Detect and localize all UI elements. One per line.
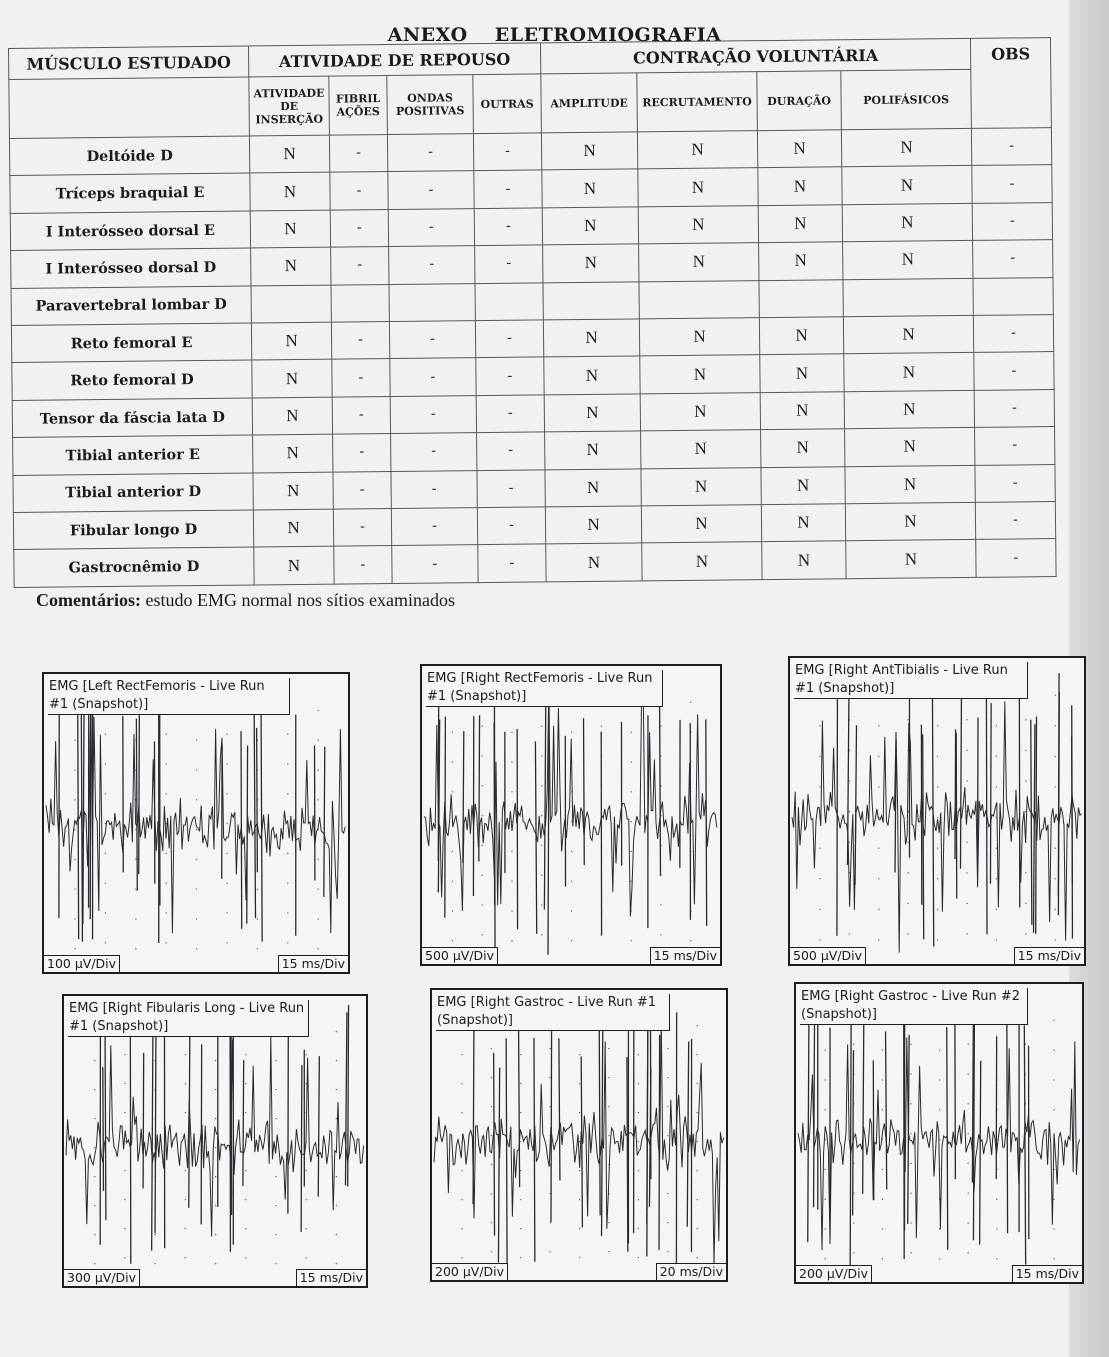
result-cell: N (758, 167, 842, 205)
result-cell: N (761, 504, 845, 542)
result-cell: - (473, 133, 541, 171)
result-cell: - (975, 502, 1055, 540)
result-cell: - (973, 315, 1053, 353)
result-cell: - (477, 470, 545, 508)
time-scale: 20 ms/Div (656, 1263, 726, 1280)
amplitude-scale: 500 µV/Div (422, 947, 498, 964)
result-cell: N (844, 353, 974, 392)
result-cell: N (253, 472, 333, 510)
header-polyphasic: POLIFÁSICOS (841, 69, 972, 129)
result-cell: N (250, 210, 330, 248)
result-cell: N (762, 541, 846, 579)
time-scale: 15 ms/Div (278, 955, 348, 972)
result-cell: - (390, 395, 476, 433)
result-cell: - (329, 135, 387, 173)
result-cell: N (761, 429, 845, 467)
result-cell: - (333, 434, 391, 472)
time-scale: 15 ms/Div (1014, 947, 1084, 964)
result-cell: - (476, 357, 544, 395)
result-cell: - (330, 209, 388, 247)
result-cell (331, 284, 389, 322)
result-cell: - (390, 358, 476, 396)
emg-panel-left-rectfemoris (42, 672, 350, 974)
header-muscle: MÚSCULO ESTUDADO (9, 46, 249, 80)
time-scale: 15 ms/Div (650, 947, 720, 964)
result-cell: N (843, 315, 973, 354)
result-cell: N (842, 203, 972, 242)
result-cell: N (641, 430, 761, 469)
header-others: OUTRAS (473, 74, 542, 134)
emg-panel-right-fibularis (62, 994, 368, 1288)
result-cell: N (841, 128, 971, 167)
result-cell: - (334, 546, 392, 584)
result-cell: - (331, 322, 389, 360)
result-cell: N (640, 392, 760, 431)
result-cell: N (842, 166, 972, 205)
result-cell: - (389, 246, 475, 284)
header-recruitment: RECRUTAMENTO (637, 72, 758, 132)
result-cell: N (250, 173, 330, 211)
result-cell: N (542, 207, 638, 245)
panel-title: EMG [Left RectFemoris - Live Run #1 (Snapshot)] (48, 678, 290, 715)
muscle-name: I Interósseo dorsal D (11, 248, 251, 288)
result-cell: - (974, 389, 1054, 427)
amplitude-scale: 200 µV/Div (432, 1263, 508, 1280)
result-cell: N (637, 131, 757, 170)
result-cell: - (976, 539, 1056, 577)
result-cell: N (845, 465, 975, 504)
panel-title: EMG [Right Gastroc - Live Run #2 (Snapshot)] (800, 988, 1028, 1025)
time-scale: 15 ms/Div (1012, 1265, 1082, 1282)
result-cell: - (477, 432, 545, 470)
emg-panel-right-rectfemoris (420, 664, 722, 966)
header-blank (9, 77, 250, 139)
muscle-name: Reto femoral D (12, 360, 252, 400)
panel-title: EMG [Right RectFemoris - Live Run #1 (Snapshot)] (426, 670, 663, 707)
result-cell: N (760, 354, 844, 392)
panel-title: EMG [Right Fibularis Long - Live Run #1 (Snapshot)] (68, 1000, 309, 1037)
header-fibrillations: FIBRIL AÇÕES (329, 76, 388, 136)
muscle-name: Tibial anterior D (13, 473, 253, 513)
result-cell: N (545, 469, 641, 507)
panel-title: EMG [Right AntTibialis - Live Run #1 (Snapshot)] (794, 662, 1028, 699)
result-cell (475, 283, 543, 321)
emg-trace (422, 666, 720, 964)
result-cell: - (475, 320, 543, 358)
result-cell: N (251, 247, 331, 285)
result-cell (389, 283, 475, 321)
result-cell: N (641, 467, 761, 506)
result-cell: N (641, 505, 761, 544)
result-cell: N (844, 390, 974, 429)
result-cell: - (392, 545, 478, 583)
muscle-name: Tensor da fáscia lata D (12, 398, 252, 438)
emg-trace (432, 990, 726, 1280)
result-cell (543, 282, 639, 320)
result-cell: - (475, 245, 543, 283)
result-cell: - (333, 509, 391, 547)
result-cell: - (333, 471, 391, 509)
result-cell: N (254, 547, 334, 585)
muscle-name: Tríceps braquial E (10, 173, 250, 213)
result-cell: N (638, 205, 758, 244)
result-cell: N (541, 132, 637, 170)
comments-text: estudo EMG normal nos sítios examinados (145, 590, 455, 610)
result-cell: - (975, 464, 1055, 502)
amplitude-scale: 100 µV/Div (44, 955, 120, 972)
result-cell: N (760, 392, 844, 430)
result-cell: - (474, 208, 542, 246)
result-cell: N (546, 543, 642, 582)
result-cell: N (642, 542, 762, 581)
result-cell: - (478, 544, 546, 582)
title-prefix: ANEXO (387, 24, 468, 46)
result-cell: N (845, 428, 975, 467)
result-cell: N (757, 130, 841, 168)
header-positive-waves: ONDAS POSITIVAS (387, 75, 474, 135)
result-cell: - (975, 427, 1055, 465)
amplitude-scale: 300 µV/Div (64, 1269, 140, 1286)
result-cell: - (391, 508, 477, 546)
result-cell: N (544, 394, 640, 432)
result-cell: N (249, 135, 329, 173)
header-amplitude: AMPLITUDE (541, 73, 638, 133)
result-cell: - (973, 240, 1053, 278)
result-cell (639, 280, 759, 319)
muscle-name: Gastrocnêmio D (14, 547, 254, 587)
panel-title: EMG [Right Gastroc - Live Run #1 (Snapshot)] (436, 994, 670, 1031)
result-cell (843, 278, 973, 317)
emg-trace (64, 996, 366, 1286)
result-cell: - (330, 172, 388, 210)
result-cell: - (474, 170, 542, 208)
title-main: ELETROMIOGRAFIA (494, 24, 722, 46)
header-rest-activity: ATIVIDADE DE REPOUSO (248, 43, 540, 77)
amplitude-scale: 500 µV/Div (790, 947, 866, 964)
result-cell: N (759, 317, 843, 355)
result-cell: - (388, 208, 474, 246)
result-cell (759, 279, 843, 317)
result-cell: N (542, 169, 638, 207)
header-insertion: ATIVIDADE DE INSERÇÃO (249, 76, 330, 136)
result-cell: - (389, 321, 475, 359)
result-cell: N (843, 241, 973, 280)
result-cell: - (332, 359, 390, 397)
result-cell: N (758, 205, 842, 243)
result-cell: N (639, 243, 759, 282)
result-cell: - (391, 433, 477, 471)
emg-panel-right-gastroc-1 (430, 988, 728, 1282)
result-cell: - (477, 507, 545, 545)
result-cell: N (253, 509, 333, 547)
result-cell: - (971, 128, 1051, 166)
result-cell: N (639, 318, 759, 357)
result-cell: - (332, 396, 390, 434)
emg-trace (796, 984, 1082, 1282)
emg-results-table (8, 37, 1057, 588)
muscle-name: I Interósseo dorsal E (10, 211, 250, 251)
comments-label: Comentários: (36, 590, 141, 610)
emg-panel-right-anttibialis (788, 656, 1086, 966)
result-cell: - (974, 352, 1054, 390)
emg-panel-right-gastroc-2 (794, 982, 1084, 1284)
result-cell: - (388, 171, 474, 209)
header-voluntary-contraction: CONTRAÇÃO VOLUNTÁRIA (540, 38, 970, 74)
result-cell: N (640, 355, 760, 394)
comments (36, 590, 455, 611)
result-cell (251, 285, 331, 323)
emg-trace (790, 658, 1084, 964)
muscle-name: Deltóide D (9, 136, 249, 176)
result-cell: N (544, 356, 640, 394)
result-cell: N (251, 322, 331, 360)
header-obs: OBS (970, 38, 1051, 129)
result-cell: - (391, 470, 477, 508)
result-cell: - (476, 395, 544, 433)
result-cell: - (331, 247, 389, 285)
header-duration: DURAÇÃO (757, 71, 842, 131)
result-cell: N (545, 431, 641, 469)
result-cell: N (638, 168, 758, 207)
result-cell: - (972, 202, 1052, 240)
result-cell: N (545, 506, 641, 544)
result-cell: N (761, 466, 845, 504)
muscle-name: Fibular longo D (13, 510, 253, 550)
result-cell: N (543, 244, 639, 282)
result-cell: N (252, 397, 332, 435)
result-cell: N (846, 540, 976, 579)
result-cell: N (759, 242, 843, 280)
muscle-name: Paravertebral lombar D (11, 286, 251, 326)
amplitude-scale: 200 µV/Div (796, 1265, 872, 1282)
result-cell: N (252, 360, 332, 398)
result-cell: N (845, 502, 975, 541)
time-scale: 15 ms/Div (296, 1269, 366, 1286)
muscle-name: Reto femoral E (11, 323, 251, 363)
result-cell (973, 277, 1053, 315)
result-cell: N (253, 434, 333, 472)
muscle-name: Tibial anterior E (13, 435, 253, 475)
result-cell: - (387, 134, 473, 172)
result-cell: N (543, 319, 639, 357)
emg-trace (44, 674, 348, 972)
result-cell: - (972, 165, 1052, 203)
